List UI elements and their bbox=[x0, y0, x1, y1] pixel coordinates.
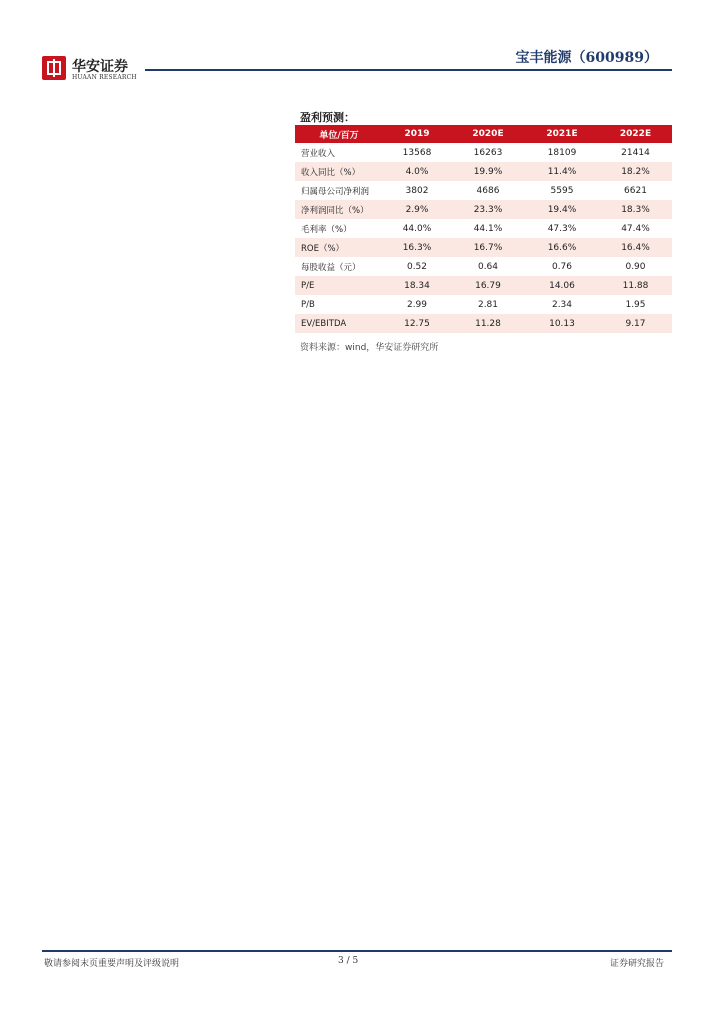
table-row bbox=[295, 238, 672, 257]
forecast-table bbox=[295, 125, 672, 333]
footer-disclaimer: 敬请参阅末页重要声明及评级说明 bbox=[44, 959, 180, 969]
row-label: 每股收益（元） bbox=[301, 262, 361, 273]
table-header-row bbox=[295, 125, 672, 143]
cell-value: 23.3% bbox=[451, 200, 525, 219]
cell-value: 13568 bbox=[402, 147, 432, 158]
row-label: EV/EBITDA bbox=[295, 314, 383, 333]
header-year: 2021E bbox=[525, 125, 599, 143]
cell-value: 16263 bbox=[473, 147, 503, 158]
table-row bbox=[295, 257, 672, 276]
huaan-logo bbox=[42, 56, 142, 86]
cell-value: 16.6% bbox=[525, 238, 599, 257]
row-label: P/E bbox=[295, 276, 383, 295]
cell-value: 16.79 bbox=[451, 276, 525, 295]
cell-value: 44.0% bbox=[402, 223, 432, 234]
cell-value: 47.4% bbox=[621, 223, 650, 234]
cell-value: 0.90 bbox=[625, 261, 646, 272]
header-divider bbox=[145, 69, 672, 71]
header-unit: 单位/百万 bbox=[295, 125, 383, 143]
cell-value: 16.3% bbox=[383, 238, 451, 257]
cell-value: 19.9% bbox=[451, 162, 525, 181]
cell-value: 19.4% bbox=[525, 200, 599, 219]
cell-value: 21414 bbox=[621, 147, 650, 158]
cell-value: 2.81 bbox=[477, 299, 499, 310]
cell-value: 16.4% bbox=[599, 238, 672, 257]
cell-value: 9.17 bbox=[599, 314, 672, 333]
table-row bbox=[295, 200, 672, 219]
row-label: 净利润同比（%） bbox=[295, 200, 383, 219]
table-row bbox=[295, 143, 672, 162]
footer-report-type: 证券研究报告 bbox=[609, 959, 664, 969]
cell-value: 18.2% bbox=[599, 162, 672, 181]
section-title: 盈利预测： bbox=[300, 111, 355, 124]
cell-value: 2.9% bbox=[383, 200, 451, 219]
header-year: 2019 bbox=[383, 125, 451, 143]
cell-value: 2.99 bbox=[406, 299, 428, 310]
table-row bbox=[295, 276, 672, 295]
footer-divider bbox=[42, 950, 672, 952]
report-title: 宝丰能源（600989） bbox=[515, 50, 658, 66]
header-year: 2020E bbox=[451, 125, 525, 143]
source-note: 资料来源：wind，华安证券研究所 bbox=[300, 343, 439, 353]
cell-value: 3802 bbox=[405, 185, 429, 196]
cell-value: 2.34 bbox=[551, 299, 573, 310]
cell-value: 5595 bbox=[550, 185, 574, 196]
row-label: 营业收入 bbox=[301, 148, 336, 159]
row-label: 毛利率（%） bbox=[301, 224, 352, 235]
cell-value: 4686 bbox=[476, 185, 500, 196]
row-label: 收入同比（%） bbox=[295, 162, 383, 181]
cell-value: 4.0% bbox=[383, 162, 451, 181]
cell-value: 11.4% bbox=[525, 162, 599, 181]
table-row bbox=[295, 314, 672, 333]
cell-value: 1.95 bbox=[625, 299, 646, 310]
cell-value: 0.64 bbox=[477, 261, 499, 272]
cell-value: 18.3% bbox=[599, 200, 672, 219]
cell-value: 11.28 bbox=[451, 314, 525, 333]
row-label: 归属母公司净利润 bbox=[301, 186, 370, 197]
row-label: P/B bbox=[301, 299, 315, 310]
table-row bbox=[295, 219, 672, 238]
cell-value: 18109 bbox=[547, 147, 577, 158]
cell-value: 0.76 bbox=[551, 261, 573, 272]
logo-chinese-text: 华安证券 bbox=[72, 59, 128, 75]
cell-value: 16.7% bbox=[451, 238, 525, 257]
cell-value: 47.3% bbox=[547, 223, 577, 234]
table-row bbox=[295, 181, 672, 200]
logo-mark-icon bbox=[42, 56, 66, 80]
table-row bbox=[295, 295, 672, 314]
cell-value: 6621 bbox=[624, 185, 647, 196]
cell-value: 0.52 bbox=[406, 261, 428, 272]
cell-value: 14.06 bbox=[525, 276, 599, 295]
cell-value: 44.1% bbox=[473, 223, 503, 234]
header-year: 2022E bbox=[599, 125, 672, 143]
cell-value: 10.13 bbox=[525, 314, 599, 333]
cell-value: 11.88 bbox=[599, 276, 672, 295]
row-label: ROE（%） bbox=[295, 238, 383, 257]
page-number: 3 / 5 bbox=[338, 956, 359, 966]
table-row bbox=[295, 162, 672, 181]
cell-value: 12.75 bbox=[383, 314, 451, 333]
logo-english-text: HUAAN RESEARCH bbox=[72, 74, 137, 81]
cell-value: 18.34 bbox=[383, 276, 451, 295]
